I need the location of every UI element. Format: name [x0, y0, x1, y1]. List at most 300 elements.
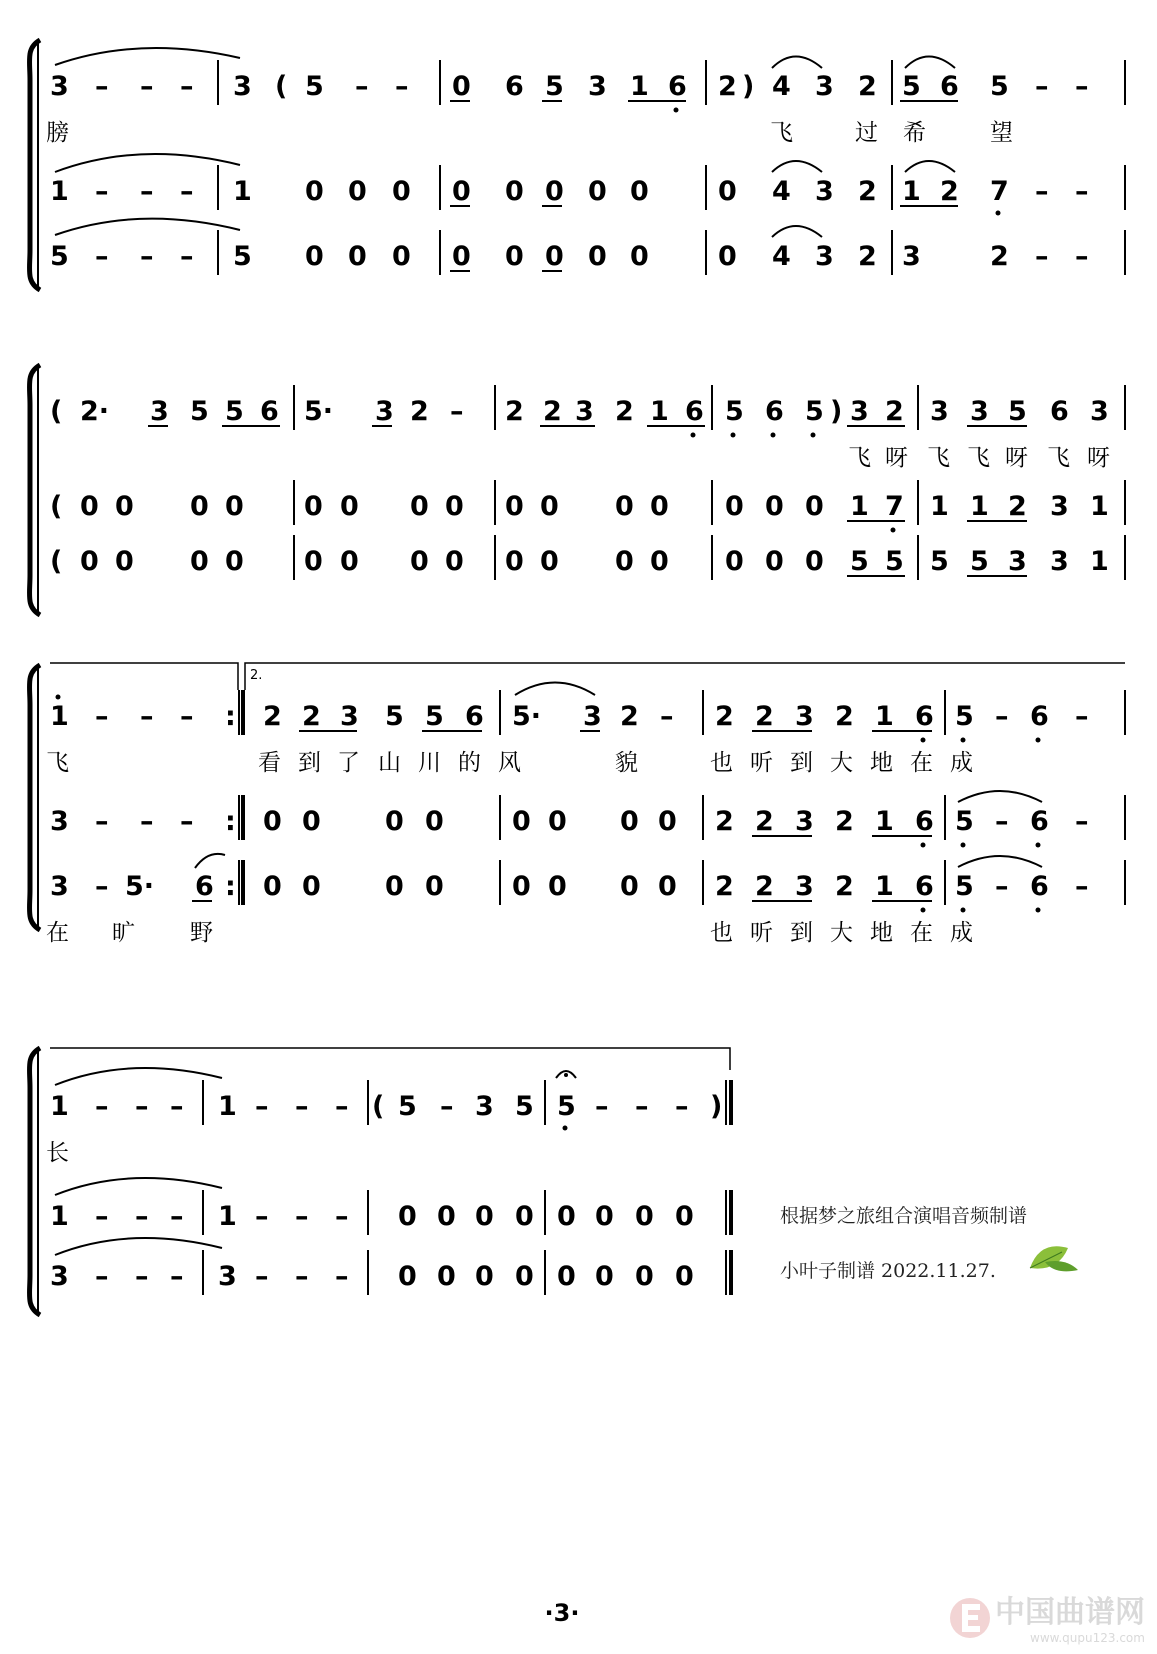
svg-text:2: 2	[263, 701, 282, 732]
svg-text:–: –	[255, 1201, 269, 1232]
svg-text:0: 0	[725, 491, 744, 522]
svg-text:0: 0	[515, 1261, 534, 1292]
svg-text:0: 0	[398, 1201, 417, 1232]
lyric: 膀	[46, 120, 69, 146]
svg-text:–: –	[295, 1091, 309, 1122]
lyric: 希	[903, 120, 926, 146]
svg-text:0: 0	[805, 546, 824, 577]
svg-text:): )	[710, 1091, 723, 1122]
svg-text:0: 0	[304, 491, 323, 522]
svg-text:3: 3	[930, 396, 949, 427]
lyric: 也	[710, 920, 733, 946]
svg-text:2: 2	[835, 701, 854, 732]
svg-text:0: 0	[505, 241, 524, 272]
svg-text:0: 0	[635, 1261, 654, 1292]
lyric: 看	[258, 750, 281, 776]
svg-text:0: 0	[548, 806, 567, 837]
svg-text:–: –	[135, 1091, 149, 1122]
svg-text:3: 3	[475, 1091, 494, 1122]
svg-text:1: 1	[218, 1091, 237, 1122]
system-1	[29, 40, 1125, 290]
svg-text:0: 0	[650, 546, 669, 577]
svg-text:–: –	[95, 701, 109, 732]
svg-text:0: 0	[718, 176, 737, 207]
svg-text:0: 0	[505, 546, 524, 577]
svg-text:0: 0	[540, 491, 559, 522]
svg-text:(: (	[372, 1091, 385, 1122]
svg-text:2: 2	[755, 806, 774, 837]
svg-text:0: 0	[475, 1201, 494, 1232]
svg-text:2: 2	[715, 806, 734, 837]
system-2	[29, 365, 1125, 615]
svg-text:0: 0	[595, 1201, 614, 1232]
svg-text:0: 0	[630, 176, 649, 207]
svg-text:–: –	[170, 1201, 184, 1232]
svg-text:–: –	[335, 1261, 349, 1292]
svg-text:–: –	[1075, 806, 1089, 837]
svg-text:5·: 5·	[125, 871, 155, 902]
voice-1-lyrics	[46, 120, 1013, 146]
system-bracket	[29, 1048, 40, 1315]
svg-text:0: 0	[675, 1201, 694, 1232]
voice-3-notes	[50, 219, 1089, 272]
svg-text:0: 0	[348, 241, 367, 272]
volta-bracket	[50, 663, 1125, 690]
svg-text:6: 6	[685, 396, 704, 427]
lyric: 成	[950, 750, 973, 776]
svg-text:6: 6	[260, 396, 279, 427]
voice-2-notes	[50, 1178, 694, 1232]
svg-text:0: 0	[425, 806, 444, 837]
svg-text:5: 5	[955, 806, 974, 837]
svg-text:2: 2	[715, 871, 734, 902]
svg-text:5: 5	[725, 396, 744, 427]
svg-text:6: 6	[505, 71, 524, 102]
svg-text:0: 0	[115, 546, 134, 577]
svg-text:–: –	[180, 176, 194, 207]
svg-text:–: –	[95, 871, 109, 902]
svg-text:0: 0	[225, 546, 244, 577]
svg-text:2: 2	[755, 701, 774, 732]
voice-1-notes	[50, 683, 1089, 743]
svg-text:3: 3	[218, 1261, 237, 1292]
voice-2-notes	[50, 154, 1089, 215]
svg-text:–: –	[95, 241, 109, 272]
svg-text:–: –	[1035, 241, 1049, 272]
svg-text:0: 0	[615, 546, 634, 577]
svg-text:2: 2	[715, 701, 734, 732]
svg-text:0: 0	[545, 241, 564, 272]
lyric: 在	[910, 750, 933, 776]
svg-text:0: 0	[190, 491, 209, 522]
system-4	[29, 1048, 1078, 1315]
svg-text:1: 1	[233, 176, 252, 207]
svg-text:–: –	[660, 701, 674, 732]
svg-text:1: 1	[50, 1201, 69, 1232]
svg-text:0: 0	[540, 546, 559, 577]
svg-text:0: 0	[410, 546, 429, 577]
svg-text:3: 3	[1050, 491, 1069, 522]
svg-text:0: 0	[765, 546, 784, 577]
svg-text:): )	[830, 396, 843, 427]
lyric: 山	[378, 750, 401, 776]
svg-text:1: 1	[850, 491, 869, 522]
svg-text:6: 6	[915, 701, 934, 732]
lyric: 成	[950, 920, 973, 946]
svg-text:6: 6	[765, 396, 784, 427]
svg-text:0: 0	[305, 176, 324, 207]
svg-text:1: 1	[1090, 491, 1109, 522]
lyric: 呀	[1087, 445, 1110, 471]
svg-text:0: 0	[340, 491, 359, 522]
svg-text:3: 3	[233, 71, 252, 102]
svg-text:0: 0	[765, 491, 784, 522]
svg-text:–: –	[95, 806, 109, 837]
voice-1-notes	[50, 48, 1089, 112]
svg-text:2: 2	[543, 396, 562, 427]
svg-text:–: –	[1075, 176, 1089, 207]
svg-text:0: 0	[445, 491, 464, 522]
voice-1-lyrics	[46, 750, 973, 776]
svg-text:0: 0	[225, 491, 244, 522]
svg-text:0: 0	[548, 871, 567, 902]
lyric: 地	[870, 920, 893, 946]
svg-text:2: 2	[410, 396, 429, 427]
svg-text:2: 2	[858, 176, 877, 207]
lyric: 的	[458, 750, 481, 776]
svg-text:2: 2	[505, 396, 524, 427]
svg-text:–: –	[335, 1091, 349, 1122]
svg-text:–: –	[635, 1091, 649, 1122]
svg-text:0: 0	[302, 806, 321, 837]
svg-text:0: 0	[620, 806, 639, 837]
svg-text:–: –	[1075, 241, 1089, 272]
lyric: 了	[337, 750, 360, 776]
svg-text:1: 1	[50, 701, 69, 732]
lyric: 长	[46, 1140, 69, 1166]
system-3	[29, 663, 1125, 946]
svg-text:0: 0	[452, 71, 471, 102]
svg-text:6: 6	[1030, 701, 1049, 732]
credit-line-2: 小叶子制谱 2022.11.27.	[780, 1260, 996, 1282]
svg-text:2: 2	[718, 71, 737, 102]
svg-text:4: 4	[772, 241, 791, 272]
lyric: 飞	[770, 120, 793, 146]
svg-text:–: –	[450, 396, 464, 427]
svg-text:3: 3	[1008, 546, 1027, 577]
watermark-logo-icon	[950, 1598, 990, 1638]
svg-text:–: –	[1075, 871, 1089, 902]
svg-text:6: 6	[1050, 396, 1069, 427]
svg-text:3: 3	[970, 396, 989, 427]
watermark-brand: 中国曲谱网	[995, 1595, 1145, 1630]
lyric: 地	[870, 750, 893, 776]
lyric: 听	[750, 750, 773, 776]
svg-text:0: 0	[725, 546, 744, 577]
svg-text:0: 0	[348, 176, 367, 207]
svg-text:–: –	[140, 241, 154, 272]
svg-text:7: 7	[885, 491, 904, 522]
voice-1-lyrics	[848, 445, 1110, 471]
svg-text:5: 5	[225, 396, 244, 427]
svg-text:–: –	[170, 1261, 184, 1292]
svg-text:0: 0	[658, 871, 677, 902]
svg-text:0: 0	[512, 871, 531, 902]
svg-text:3: 3	[150, 396, 169, 427]
svg-text:2: 2	[755, 871, 774, 902]
svg-text:1: 1	[630, 71, 649, 102]
svg-text:–: –	[995, 701, 1009, 732]
svg-text:0: 0	[630, 241, 649, 272]
svg-text:1: 1	[50, 176, 69, 207]
svg-text:0: 0	[302, 871, 321, 902]
svg-text:1: 1	[970, 491, 989, 522]
svg-text:0: 0	[718, 241, 737, 272]
svg-text:0: 0	[392, 241, 411, 272]
svg-text:–: –	[95, 71, 109, 102]
svg-text:0: 0	[425, 871, 444, 902]
svg-text:6: 6	[195, 871, 214, 902]
svg-text:0: 0	[80, 491, 99, 522]
lyric: 呀	[1005, 445, 1028, 471]
svg-text:3: 3	[1090, 396, 1109, 427]
svg-text:0: 0	[557, 1201, 576, 1232]
svg-text:2: 2	[940, 176, 959, 207]
lyric: 大	[830, 750, 853, 776]
svg-text:0: 0	[658, 806, 677, 837]
svg-text:(: (	[50, 396, 63, 427]
svg-text:5: 5	[930, 546, 949, 577]
lyric: 在	[46, 920, 69, 946]
lyric: 野	[190, 920, 213, 946]
svg-text:–: –	[140, 806, 154, 837]
leaf-icon	[1030, 1246, 1078, 1271]
svg-text:3: 3	[50, 806, 69, 837]
lyric: 到	[790, 920, 813, 946]
site-watermark	[950, 1595, 1145, 1645]
watermark-url: www.qupu123.com	[1030, 1631, 1145, 1645]
svg-text:0: 0	[545, 176, 564, 207]
svg-text:5: 5	[955, 871, 974, 902]
voice-1-notes	[50, 396, 1109, 438]
voice-1-notes	[50, 1068, 722, 1130]
svg-text:5: 5	[885, 546, 904, 577]
svg-text:0: 0	[392, 176, 411, 207]
svg-text:–: –	[95, 176, 109, 207]
voice-3-notes	[50, 1238, 694, 1292]
volta-label: 2.	[250, 668, 263, 683]
svg-text:(: (	[275, 71, 288, 102]
svg-text:2: 2	[990, 241, 1009, 272]
svg-text:1: 1	[50, 1091, 69, 1122]
svg-text:2·: 2·	[80, 396, 110, 427]
svg-text:0: 0	[437, 1201, 456, 1232]
lyric: 风	[498, 750, 521, 776]
svg-text:0: 0	[505, 491, 524, 522]
svg-text:1: 1	[650, 396, 669, 427]
svg-text:0: 0	[475, 1261, 494, 1292]
svg-text:): )	[742, 71, 755, 102]
svg-text:2: 2	[885, 396, 904, 427]
svg-text:–: –	[95, 1201, 109, 1232]
svg-text:0: 0	[385, 806, 404, 837]
lyric: 旷	[112, 920, 135, 946]
svg-text::: :	[225, 806, 236, 837]
voice-2-notes	[50, 491, 1109, 533]
svg-text:3: 3	[795, 806, 814, 837]
svg-text:–: –	[1075, 71, 1089, 102]
svg-text:0: 0	[505, 176, 524, 207]
svg-text:0: 0	[437, 1261, 456, 1292]
svg-text:2: 2	[620, 701, 639, 732]
svg-text:0: 0	[588, 176, 607, 207]
svg-text:5: 5	[398, 1091, 417, 1122]
lyric: 过	[855, 120, 878, 146]
svg-text:7: 7	[990, 176, 1009, 207]
svg-text:6: 6	[1030, 871, 1049, 902]
svg-text:1: 1	[875, 806, 894, 837]
lyric: 飞	[967, 445, 990, 471]
svg-text:–: –	[135, 1261, 149, 1292]
svg-text:5: 5	[515, 1091, 534, 1122]
svg-text:5·: 5·	[512, 701, 542, 732]
svg-text:(: (	[50, 491, 63, 522]
svg-text:0: 0	[452, 176, 471, 207]
svg-text:–: –	[1035, 176, 1049, 207]
svg-text:3: 3	[795, 701, 814, 732]
svg-text:3: 3	[795, 871, 814, 902]
svg-text:1: 1	[875, 701, 894, 732]
svg-text:–: –	[295, 1261, 309, 1292]
svg-text:0: 0	[588, 241, 607, 272]
svg-text:–: –	[95, 1091, 109, 1122]
svg-text:–: –	[140, 176, 154, 207]
svg-text:0: 0	[305, 241, 324, 272]
svg-text:5: 5	[955, 701, 974, 732]
lyric: 貌	[615, 750, 638, 776]
svg-text:–: –	[995, 806, 1009, 837]
svg-text:4: 4	[772, 176, 791, 207]
svg-text:6: 6	[915, 806, 934, 837]
lyric: 川	[418, 750, 441, 776]
svg-text:–: –	[255, 1261, 269, 1292]
svg-text:0: 0	[620, 871, 639, 902]
svg-text:–: –	[180, 241, 194, 272]
svg-text:5: 5	[190, 396, 209, 427]
svg-text:0: 0	[410, 491, 429, 522]
svg-text:0: 0	[675, 1261, 694, 1292]
svg-text:3: 3	[575, 396, 594, 427]
svg-text:0: 0	[80, 546, 99, 577]
svg-text:–: –	[335, 1201, 349, 1232]
svg-text:2: 2	[302, 701, 321, 732]
lyric: 望	[990, 120, 1013, 146]
lyric: 呀	[885, 445, 908, 471]
svg-text:5: 5	[233, 241, 252, 272]
svg-text:–: –	[440, 1091, 454, 1122]
svg-text:0: 0	[304, 546, 323, 577]
svg-text:5: 5	[990, 71, 1009, 102]
svg-text:5: 5	[545, 71, 564, 102]
svg-text:–: –	[140, 71, 154, 102]
system-bracket	[29, 365, 40, 615]
svg-text:3: 3	[340, 701, 359, 732]
svg-text:0: 0	[445, 546, 464, 577]
svg-text:–: –	[170, 1091, 184, 1122]
svg-text:0: 0	[650, 491, 669, 522]
svg-text:–: –	[135, 1201, 149, 1232]
svg-text:5: 5	[970, 546, 989, 577]
volta-bracket	[50, 1048, 730, 1070]
svg-text:–: –	[180, 701, 194, 732]
svg-text:0: 0	[115, 491, 134, 522]
voice-1-lyrics	[46, 1140, 69, 1166]
lyric: 飞	[1047, 445, 1070, 471]
lyric: 飞	[927, 445, 950, 471]
svg-text:5: 5	[805, 396, 824, 427]
svg-text:1: 1	[875, 871, 894, 902]
svg-text:5·: 5·	[304, 396, 334, 427]
voice-3-notes	[50, 546, 1109, 577]
lyric: 在	[910, 920, 933, 946]
svg-text:0: 0	[635, 1201, 654, 1232]
svg-text:–: –	[675, 1091, 689, 1122]
svg-text::: :	[225, 871, 236, 902]
svg-text:3: 3	[588, 71, 607, 102]
svg-text:1: 1	[1090, 546, 1109, 577]
svg-text:5: 5	[850, 546, 869, 577]
svg-text:–: –	[180, 71, 194, 102]
svg-text:–: –	[180, 806, 194, 837]
svg-text:1: 1	[902, 176, 921, 207]
svg-text:5: 5	[557, 1091, 576, 1122]
svg-text:2: 2	[615, 396, 634, 427]
svg-text:0: 0	[515, 1201, 534, 1232]
barlines	[239, 690, 1125, 905]
svg-text:1: 1	[930, 491, 949, 522]
svg-text:5: 5	[305, 71, 324, 102]
svg-text:0: 0	[190, 546, 209, 577]
svg-text:–: –	[255, 1091, 269, 1122]
svg-text:3: 3	[50, 871, 69, 902]
svg-text:0: 0	[452, 241, 471, 272]
svg-text:0: 0	[805, 491, 824, 522]
svg-text:0: 0	[512, 806, 531, 837]
svg-text::: :	[225, 701, 236, 732]
svg-text:–: –	[995, 871, 1009, 902]
lyric: 飞	[46, 750, 69, 776]
voice-3-lyrics	[46, 920, 973, 946]
voice-3-notes	[50, 854, 1089, 913]
svg-text:(: (	[50, 546, 63, 577]
svg-text:6: 6	[915, 871, 934, 902]
svg-text:6: 6	[465, 701, 484, 732]
svg-text:0: 0	[340, 546, 359, 577]
svg-text:3: 3	[583, 701, 602, 732]
svg-text:0: 0	[615, 491, 634, 522]
svg-text:6: 6	[668, 71, 687, 102]
svg-text:3: 3	[850, 396, 869, 427]
svg-text:5: 5	[902, 71, 921, 102]
svg-text:0: 0	[385, 871, 404, 902]
svg-text:–: –	[95, 1261, 109, 1292]
svg-text:0: 0	[263, 871, 282, 902]
lyric: 也	[710, 750, 733, 776]
lyric: 大	[830, 920, 853, 946]
page-number: ·3·	[544, 1599, 580, 1627]
svg-text:2: 2	[858, 71, 877, 102]
svg-text:–: –	[395, 71, 409, 102]
